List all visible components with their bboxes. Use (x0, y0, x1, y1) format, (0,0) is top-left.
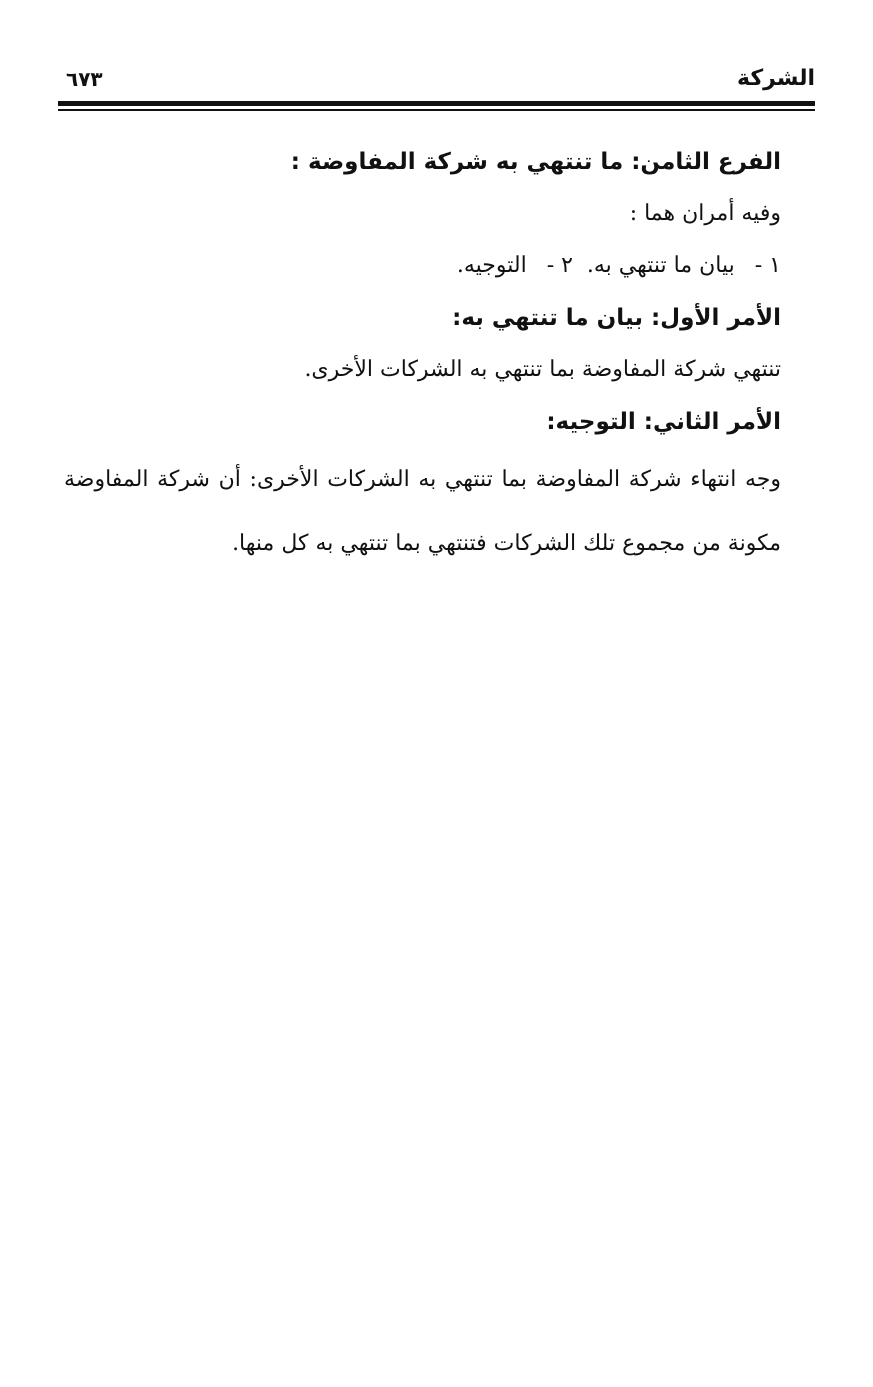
first-paragraph: تنتهي شركة المفاوضة بما تنتهي به الشركات الأخرى. (304, 357, 781, 382)
header-rule-thin (58, 109, 815, 111)
running-title: الشركة (736, 66, 815, 91)
second-subheading: الأمر الثاني: التوجيه: (546, 409, 781, 435)
running-header (58, 64, 815, 94)
list-item-number: ١ - (754, 253, 781, 278)
list-item-number: ٢ - (546, 253, 573, 278)
list-item-text: بيان ما تنتهي به. (586, 253, 735, 278)
first-subheading: الأمر الأول: بيان ما تنتهي به: (452, 305, 781, 331)
header-rule-thick (58, 101, 815, 106)
section-heading: الفرع الثامن: ما تنتهي به شركة المفاوضة : (290, 149, 781, 175)
list-item-text: التوجيه. (456, 253, 527, 278)
list-item (433, 240, 573, 292)
list-item (573, 240, 781, 292)
second-paragraph: وجه انتهاء شركة المفاوضة بما تنتهي به الشركات الأخرى: أن شركة المفاوضة مكونة من مجموع تلك الشركات فتنتهي بما تنتهي به كل منها. (64, 467, 781, 556)
page-number: ٦٧٣ (66, 67, 103, 91)
intro-line: وفيه أمران هما : (629, 201, 781, 226)
page-body (64, 136, 781, 576)
item-list (64, 240, 781, 292)
